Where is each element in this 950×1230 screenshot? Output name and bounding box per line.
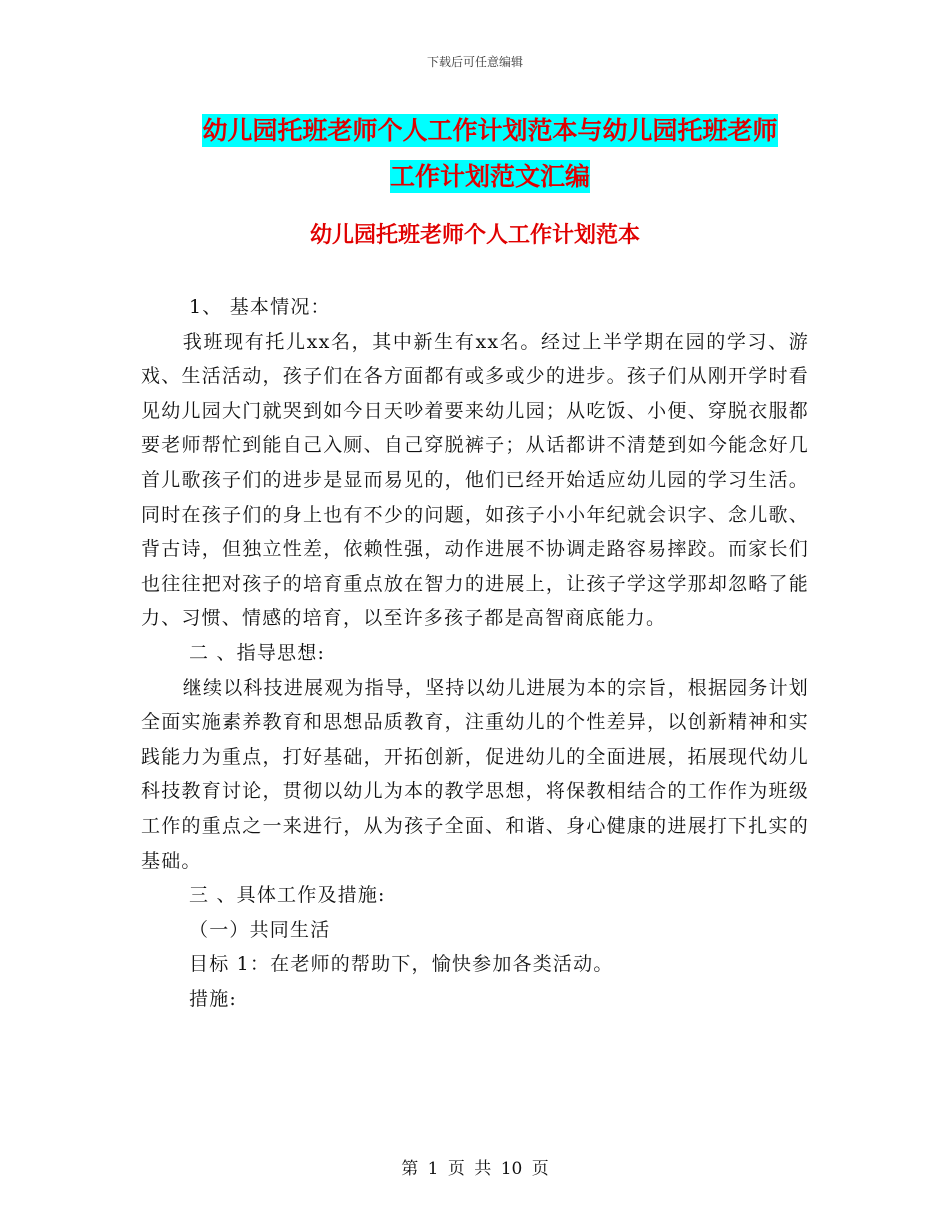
document-title xyxy=(130,108,850,200)
heading-specific-work: 三 、具体工作及措施: xyxy=(189,884,386,907)
heading-guiding-ideology: 二 、指导思想: xyxy=(189,641,326,664)
heading-basic-situation: 1、 基本情况： xyxy=(189,296,331,318)
section-title: 幼儿园托班老师个人工作计划范本 xyxy=(309,222,640,248)
goal-1: 目标 1：在老师的帮助下，愉快参加各类活动。 xyxy=(189,953,614,976)
header-note: 下载后可任意编辑 xyxy=(426,55,523,69)
body-text xyxy=(141,290,809,1016)
subheading-living-together: （一）共同生活 xyxy=(189,918,331,941)
paragraph-basic-situation: 我班现有托儿xx名，其中新生有xx名。经过上半学期在园的学习、游戏、生活活动，孩子们在各方面都有或多或少的进步。孩子们从刚开学时看见幼儿园大门就哭到如今日天吵着要来幼儿园；从吃饭、小便、穿脱衣服都要老师帮忙到能自己入厕、自己穿脱裤子；从话都讲不清楚到如今能念好几首儿歌孩子们的进步是显而易见的，他们已经开始适应幼儿园的学习生活。同时在孩子们的身上也有不少的问题，如孩子小小年纪就会识字、念儿歌、背古诗，但独立性差，依赖性强，动作进展不协调走路容易摔跤。而家长们也往往把对孩子的培育重点放在智力的进展上，让孩子学这学那却忽略了能力、习惯、情感的培育，以至许多孩子都是高智商底能力。 xyxy=(141,330,809,630)
paragraph-guiding-ideology: 继续以科技进展观为指导，坚持以幼儿进展为本的宗旨，根据园务计划全面实施素养教育和思想品质教育，注重幼儿的个性差异，以创新精神和实践能力为重点，打好基础，开拓创新，促进幼儿的全面进展，拓展现代幼儿科技教育讨论，贯彻以幼儿为本的教学思想，将保教相结合的工作作为班级工作的重点之一来进行，从为孩子全面、和谐、身心健康的进展打下扎实的基础。 xyxy=(141,676,809,872)
title-line-1: 幼儿园托班老师个人工作计划范本与幼儿园托班老师 xyxy=(202,116,778,145)
measures-label: 措施: xyxy=(189,987,238,1010)
page-footer: 第 1 页 共 10 页 xyxy=(401,1159,549,1179)
title-line-2: 工作计划范文汇编 xyxy=(389,162,590,191)
